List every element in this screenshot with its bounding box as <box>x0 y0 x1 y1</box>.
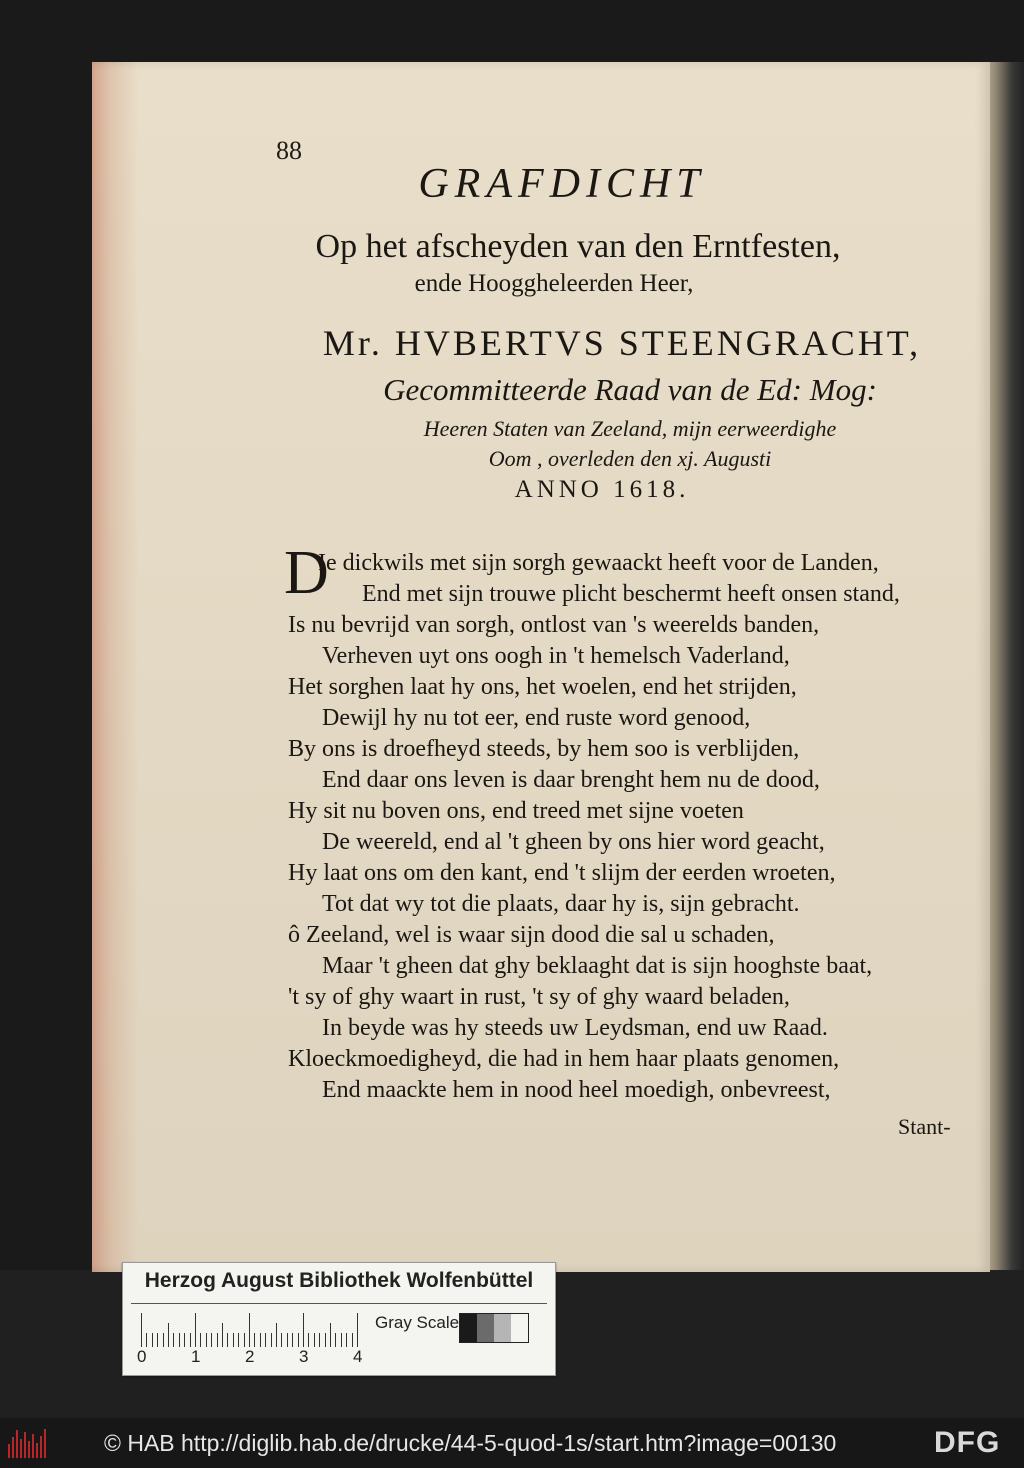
ruler-tick <box>222 1323 223 1347</box>
dfg-logo: DFG <box>934 1426 1001 1459</box>
ruler-tick <box>325 1333 326 1347</box>
ruler-tick <box>168 1323 169 1347</box>
institution-label: Herzog August Bibliothek Wolfenbüttel <box>144 1269 534 1292</box>
ruler-number: 4 <box>353 1347 363 1366</box>
logo-bar <box>36 1443 38 1458</box>
verse-line: By ons is droefheyd steeds, by hem soo is verblijden, <box>288 736 800 762</box>
ruler-tick <box>341 1333 342 1347</box>
ruler-tick <box>346 1333 347 1347</box>
verse-line: Tot dat wy tot die plaats, daar hy is, sijn gebracht. <box>322 891 800 917</box>
ruler-tick <box>200 1333 201 1347</box>
ruler-tick <box>271 1333 272 1347</box>
ruler-tick <box>206 1333 207 1347</box>
ruler-tick <box>195 1313 196 1347</box>
ruler-tick <box>238 1333 239 1347</box>
verse-line: Is nu bevrijd van sorgh, ontlost van 's weerelds banden, <box>288 612 820 638</box>
ruler-tick <box>190 1333 191 1347</box>
logo-bar <box>8 1444 10 1458</box>
ruler-number: 2 <box>245 1347 255 1366</box>
ruler-tick <box>249 1313 250 1347</box>
catchword: Stant- <box>898 1114 951 1139</box>
card-divider <box>131 1303 547 1304</box>
logo-bar <box>20 1439 22 1458</box>
dedication-line-2: Oom , overleden den xj. Augusti <box>488 446 772 471</box>
gray-scale-strip <box>459 1313 529 1343</box>
ruler-tick <box>281 1333 282 1347</box>
verse-line: Kloeckmoedigheyd, die had in hem haar plaats genomen, <box>288 1046 840 1072</box>
honoree-office: Gecommitteerde Raad van de Ed: Mog: <box>383 372 877 407</box>
ruler-tick <box>357 1313 358 1347</box>
year-line: ANNO 1618. <box>514 476 690 503</box>
verse-line: Hy laat ons om den kant, end 't slijm der eerden wroeten, <box>288 860 836 886</box>
ruler-tick <box>292 1333 293 1347</box>
ruler-tick <box>330 1323 331 1347</box>
drop-capital: D <box>284 539 329 607</box>
ruler-tick <box>298 1333 299 1347</box>
verse-line: End daar ons leven is daar brenght hem nu de dood, <box>322 767 820 793</box>
subtitle-line-1: Op het afscheyden van den Erntfesten, <box>315 228 841 265</box>
ruler-tick <box>141 1313 142 1347</box>
page-number: 88 <box>276 136 302 165</box>
gray-patch <box>477 1314 494 1342</box>
ruler-tick <box>152 1333 153 1347</box>
verse-line: De weereld, end al 't gheen by ons hier word geacht, <box>322 829 825 855</box>
verse-line: Dewijl hy nu tot eer, end ruste word genood, <box>322 705 751 731</box>
honoree-name: Mr. HVBERTVS STEENGRACHT, <box>322 323 922 363</box>
source-url[interactable]: © HAB http://diglib.hab.de/drucke/44-5-quod-1s/start.htm?image=00130 <box>104 1430 837 1456</box>
ruler-tick <box>352 1333 353 1347</box>
verse-line: Verheven uyt ons oogh in 't hemelsch Vaderland, <box>322 643 790 669</box>
ruler-tick <box>254 1333 255 1347</box>
logo-bar <box>44 1429 46 1458</box>
ruler-tick <box>308 1333 309 1347</box>
ruler-number: 3 <box>299 1347 309 1366</box>
ruler-tick <box>146 1333 147 1347</box>
ruler-tick <box>163 1333 164 1347</box>
ruler-tick <box>314 1333 315 1347</box>
verse-line: Maar 't gheen dat ghy beklaaght dat is sijn hooghste baat, <box>322 953 873 979</box>
gray-patch <box>511 1314 528 1342</box>
ruler-tick <box>157 1333 158 1347</box>
logo-bar <box>40 1436 42 1458</box>
verse-line: Hy sit nu boven ons, end treed met sijne voeten <box>288 798 744 824</box>
ruler-tick <box>303 1313 304 1347</box>
ruler-tick <box>227 1333 228 1347</box>
verse-line: End met sijn trouwe plicht beschermt heeft onsen stand, <box>362 581 900 607</box>
ruler-tick <box>335 1333 336 1347</box>
cm-ruler <box>141 1311 361 1347</box>
verse-line: Ie dickwils met sijn sorgh gewaackt heeft voor de Landen, <box>318 550 879 576</box>
viewer-footer <box>0 1418 1024 1468</box>
gray-patch <box>460 1314 477 1342</box>
ruler-tick <box>244 1333 245 1347</box>
logo-bar <box>32 1434 34 1458</box>
ruler-tick <box>260 1333 261 1347</box>
verse-line: In beyde was hy steeds uw Leydsman, end uw Raad. <box>322 1015 828 1041</box>
dedication-line-1: Heeren Staten van Zeeland, mijn eerweerdighe <box>423 416 837 441</box>
ruler-number: 1 <box>191 1347 201 1366</box>
gray-scale-label: Gray Scale <box>375 1313 460 1332</box>
ruler-tick <box>287 1333 288 1347</box>
poem-title: GRAFDICHT <box>418 161 706 207</box>
ruler-tick <box>217 1333 218 1347</box>
ruler-tick <box>319 1333 320 1347</box>
logo-bar <box>12 1437 14 1458</box>
ruler-tick <box>233 1333 234 1347</box>
verse-line: ô Zeeland, wel is waar sijn dood die sal u schaden, <box>288 922 775 948</box>
logo-bar <box>24 1432 26 1458</box>
logo-bar <box>28 1441 30 1458</box>
ruler-tick <box>184 1333 185 1347</box>
ruler-tick <box>173 1333 174 1347</box>
color-scale-card <box>122 1262 556 1376</box>
ruler-tick <box>276 1323 277 1347</box>
ruler-tick <box>179 1333 180 1347</box>
ruler-number: 0 <box>137 1347 147 1366</box>
ruler-tick <box>265 1333 266 1347</box>
gray-patch <box>494 1314 511 1342</box>
hab-logo-icon <box>8 1428 48 1458</box>
logo-bar <box>16 1430 18 1458</box>
verse-line: Het sorghen laat hy ons, het woelen, end het strijden, <box>288 674 797 700</box>
verse-line: 't sy of ghy waart in rust, 't sy of ghy waard beladen, <box>288 984 790 1010</box>
ruler-tick <box>211 1333 212 1347</box>
verse-line: End maackte hem in nood heel moedigh, onbevreest, <box>322 1077 831 1103</box>
subtitle-line-2: ende Hooggheleerden Heer, <box>414 270 694 297</box>
